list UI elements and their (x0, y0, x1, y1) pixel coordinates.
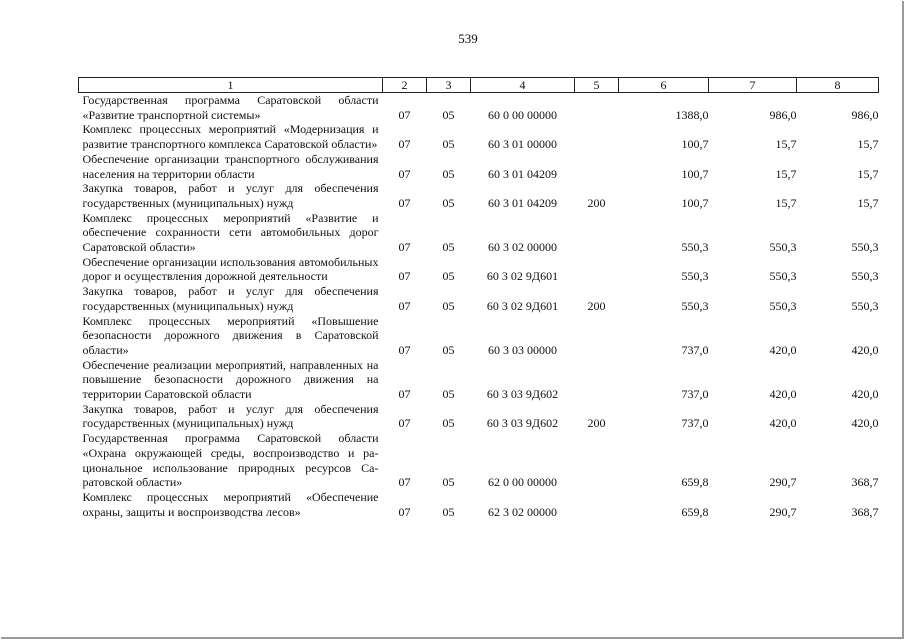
amount-cell: 420,0 (851, 416, 879, 431)
amount-cell: 420,0 (769, 342, 797, 357)
amount-cell: 15,7 (775, 166, 797, 181)
amount-cell: 15,7 (857, 137, 879, 152)
amount-cell: 100,7 (681, 195, 709, 210)
target-article-cell: 60 3 01 04209 (488, 166, 557, 181)
name-cell: Закупка товаров, работ и услуг для обеспечения государственных (муниципальных) нужд (82, 284, 379, 313)
amount-cell: 100,7 (681, 166, 709, 181)
amount-cell: 420,0 (769, 416, 797, 431)
amount-cell: 550,3 (681, 298, 709, 313)
column-header: 6 (619, 78, 709, 93)
subsection-code-cell: 05 (442, 107, 455, 122)
expense-type-cell: 200 (587, 416, 606, 431)
target-article-cell: 60 3 03 9Д602 (486, 387, 559, 402)
column-header: 3 (427, 78, 471, 93)
expense-type-cell (575, 152, 619, 181)
amount-cell: 15,7 (857, 195, 879, 210)
table-row (79, 255, 879, 284)
section-code-cell: 07 (398, 269, 411, 284)
name-cell: Закупка товаров, работ и услуг для обеспечения государственных (муниципальных) нужд (82, 401, 379, 431)
column-header: 8 (797, 78, 879, 93)
column-header: 1 (79, 78, 383, 93)
expense-type-cell: 200 (587, 195, 606, 210)
subsection-code-cell: 05 (442, 137, 455, 152)
column-header-row (79, 78, 879, 93)
target-article-cell: 60 3 02 9Д601 (486, 269, 559, 284)
section-code-cell: 07 (398, 195, 411, 210)
section-code-cell: 07 (398, 416, 411, 431)
target-article-cell: 60 3 03 9Д602 (486, 416, 559, 431)
amount-cell: 737,0 (681, 416, 709, 431)
amount-cell: 420,0 (851, 342, 879, 357)
name-cell: Государственная программа Саратовской области «Развитие транспортной системы» (82, 93, 379, 122)
subsection-code-cell: 05 (442, 166, 455, 181)
amount-cell: 1388,0 (675, 107, 709, 122)
target-article-cell: 62 3 02 00000 (488, 504, 557, 519)
section-code-cell: 07 (398, 137, 411, 152)
expense-type-cell (575, 431, 619, 490)
column-header: 4 (471, 78, 575, 93)
name-cell: Обеспечение реализации мероприятий, направленных на повышение безопасности дорожного движения на территории Саратовской области (82, 357, 379, 402)
table-row (79, 93, 879, 123)
section-code-cell: 07 (398, 166, 411, 181)
table-row (79, 314, 879, 358)
name-cell: Комплекс процессных мероприятий «Повышение безопасности дорожного движения в Саратовской области» (82, 313, 379, 357)
table-row (79, 211, 879, 255)
expense-type-cell (575, 490, 619, 519)
table-row (79, 402, 879, 431)
amount-cell: 737,0 (681, 387, 709, 402)
target-article-cell: 60 3 02 00000 (488, 240, 557, 255)
target-article-cell: 60 3 02 9Д601 (486, 298, 559, 313)
amount-cell: 550,3 (851, 298, 879, 313)
amount-cell: 420,0 (769, 387, 797, 402)
name-cell: Комплекс процессных мероприятий «Обеспечение охраны, защиты и воспроизводства лесов» (82, 489, 379, 519)
amount-cell: 550,3 (681, 269, 709, 284)
amount-cell: 659,8 (681, 475, 709, 490)
amount-cell: 550,3 (851, 240, 879, 255)
amount-cell: 986,0 (769, 107, 797, 122)
amount-cell: 550,3 (769, 269, 797, 284)
target-article-cell: 60 3 01 04209 (488, 195, 557, 210)
expense-type-cell (575, 255, 619, 284)
amount-cell: 550,3 (769, 240, 797, 255)
subsection-code-cell: 05 (442, 387, 455, 402)
expense-type-cell (575, 122, 619, 151)
target-article-cell: 60 3 01 00000 (488, 137, 557, 152)
section-code-cell: 07 (398, 387, 411, 402)
page-number: 539 (458, 31, 478, 46)
amount-cell: 550,3 (769, 298, 797, 313)
table-row (79, 431, 879, 490)
subsection-code-cell: 05 (442, 504, 455, 519)
amount-cell: 368,7 (851, 504, 879, 519)
section-code-cell: 07 (398, 240, 411, 255)
subsection-code-cell: 05 (442, 475, 455, 490)
name-cell: Закупка товаров, работ и услуг для обеспечения государственных (муниципальных) нужд (82, 181, 379, 210)
name-cell: Комплекс процессных мероприятий «Развитие и обеспечение сохранности сети автомобильных дорог Саратовской области» (82, 210, 379, 255)
subsection-code-cell: 05 (442, 416, 455, 431)
target-article-cell: 62 0 00 00000 (488, 475, 557, 490)
amount-cell: 659,8 (681, 504, 709, 519)
subsection-code-cell: 05 (442, 269, 455, 284)
amount-cell: 368,7 (851, 475, 879, 490)
subsection-code-cell: 05 (442, 195, 455, 210)
amount-cell: 550,3 (851, 269, 879, 284)
amount-cell: 420,0 (851, 387, 879, 402)
amount-cell: 737,0 (681, 342, 709, 357)
target-article-cell: 60 3 03 00000 (488, 342, 557, 357)
section-code-cell: 07 (398, 475, 411, 490)
expense-type-cell (575, 211, 619, 255)
name-cell: Государственная программа Саратовской области «Охрана окружающей среды, воспроизводство и рациональное использование природных ресурсов Саратовской области» (82, 431, 379, 490)
section-code-cell: 07 (398, 298, 411, 313)
table-row (79, 152, 879, 181)
amount-cell: 15,7 (775, 137, 797, 152)
section-code-cell: 07 (398, 342, 411, 357)
subsection-code-cell: 05 (442, 240, 455, 255)
name-cell: Обеспечение организации использования автомобильных дорог и осуществления дорожной деятельности (82, 254, 379, 284)
table-row (79, 490, 879, 519)
budget-table (78, 77, 879, 519)
amount-cell: 986,0 (851, 107, 879, 122)
amount-cell: 15,7 (857, 166, 879, 181)
table-row (79, 358, 879, 402)
amount-cell: 100,7 (681, 137, 709, 152)
column-header: 7 (709, 78, 797, 93)
table-row (79, 181, 879, 210)
expense-type-cell: 200 (587, 298, 606, 313)
expense-type-cell (575, 358, 619, 402)
table-row (79, 284, 879, 313)
subsection-code-cell: 05 (442, 342, 455, 357)
table-row (79, 122, 879, 151)
amount-cell: 290,7 (769, 475, 797, 490)
subsection-code-cell: 05 (442, 298, 455, 313)
amount-cell: 15,7 (775, 195, 797, 210)
expense-type-cell (575, 93, 619, 123)
target-article-cell: 60 0 00 00000 (488, 107, 557, 122)
name-cell: Обеспечение организации транспортного обслуживания населения на территории области (82, 151, 379, 181)
column-header: 5 (575, 78, 619, 93)
amount-cell: 290,7 (769, 504, 797, 519)
name-cell: Комплекс процессных мероприятий «Модернизация и развитие транспортного комплекса Саратовской области» (82, 122, 379, 152)
section-code-cell: 07 (398, 107, 411, 122)
column-header: 2 (383, 78, 427, 93)
section-code-cell: 07 (398, 504, 411, 519)
amount-cell: 550,3 (681, 240, 709, 255)
expense-type-cell (575, 314, 619, 358)
